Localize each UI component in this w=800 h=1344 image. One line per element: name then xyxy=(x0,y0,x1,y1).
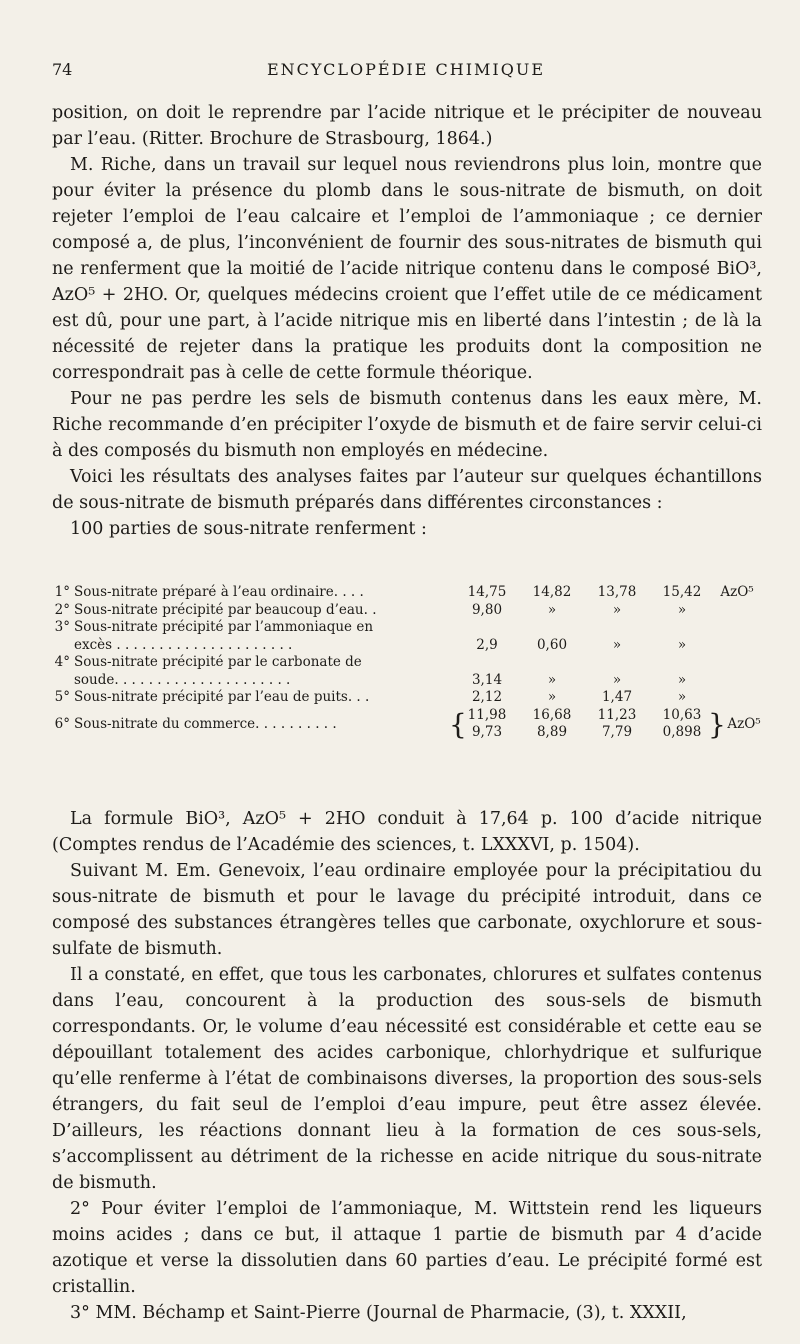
paragraph: Suivant M. Em. Genevoix, l’eau ordinaire employée pour la précipitatiou du sous-nitrate de bismuth et pour le lavage du précipité introduit, dans ce composé des substances étrangères telles que carbonate, oxychlorure et sous-sulfate de bismuth. xyxy=(52,861,762,959)
table-cell: 15,42 xyxy=(662,584,702,600)
row-label: Sous-nitrate du commerce. . . . . . . . . . xyxy=(74,715,337,732)
table-cell: 1,47 xyxy=(601,689,633,705)
table-cell: » xyxy=(677,671,687,688)
table-cell: 13,78 xyxy=(597,584,637,600)
paragraph: Voici les résultats des analyses faites par l’auteur sur quelques échantillons de sous-nitrate de bismuth préparés dans différentes circonstances : xyxy=(52,467,762,513)
paragraph: M. Riche, dans un travail sur lequel nous reviendrons plus loin, montre que pour éviter la présence du plomb dans le sous-nitrate de bismuth, on doit rejeter l’emploi de l’eau calcaire et l’emploi de l’ammoniaque ; ce dernier composé a, de plus, l’inconvénient de fournir des sous-nitrates de bismuth qui ne renferment que la moitié de l’acide nitrique contenu dans le composé BiO³, AzO⁵ + 2HO. Or, quelques médecins croient que l’effet utile de ce médicament est dû, pour une part, à l’acide nitrique mis en liberté dans l’intestin ; de là la nécessité de rejeter dans la pratique les produits dont la composition ne correspondrait pas à celle de cette formule théorique. xyxy=(52,155,762,383)
row-number: 6° xyxy=(54,715,70,732)
row-label: Sous-nitrate précipité par l’ammoniaque en xyxy=(74,619,374,635)
text-block-bottom xyxy=(52,806,762,1326)
table-cell: » xyxy=(547,689,557,705)
page-number: 74 xyxy=(52,60,73,79)
row-number: 4° xyxy=(54,654,70,670)
table-row xyxy=(52,707,762,742)
paragraph: La formule BiO³, AzO⁵ + 2HO conduit à 17,64 p. 100 d’acide nitrique (Comptes rendus de l’Académie des sciences, t. LXXXVI, p. 1504). xyxy=(52,809,762,855)
row-label-continued: excès . . . . . . . . . . . . . . . . . . . . . xyxy=(74,636,293,653)
table-cell: 16,68 xyxy=(532,706,572,723)
table-cell: » xyxy=(677,636,687,653)
table-cell: 10,63 xyxy=(662,706,702,723)
paragraph: Pour ne pas perdre les sels de bismuth contenus dans les eaux mère, M. Riche recommande d’en précipiter l’oxyde de bismuth et de faire servir celui-ci à des composés du bismuth non employés en médecine. xyxy=(52,389,762,461)
row-label: Sous-nitrate précipité par l’eau de puits. . . xyxy=(74,689,370,705)
table-row xyxy=(52,689,762,707)
row-number: 3° xyxy=(54,619,70,635)
paragraph: Il a constaté, en effet, que tous les carbonates, chlorures et sulfates contenus dans l’eau, concourent à la production des sous-sels de bismuth correspondants. Or, le volume d’eau nécessité est considérable et cette eau se dépouillant totalement des acides carbonique, chlorhydrique et sulfurique qu’elle renferme à l’état de combinaisons diverses, la proportion des sous-sels étrangers, du fait seul de l’emploi d’eau impure, peut être assez élevée. D’ailleurs, les réactions donnant lieu à la formation de ces sous-sels, s’accomplissent au détriment de la richesse en acide nitrique du sous-nitrate de bismuth. xyxy=(52,965,762,1193)
table-cell: 0,60 xyxy=(536,636,568,653)
table-row-label-line xyxy=(52,619,762,637)
table-cell: » xyxy=(547,671,557,688)
row-label: Sous-nitrate préparé à l’eau ordinaire. . . . xyxy=(74,584,364,600)
paragraph: 2° Pour éviter l’emploi de l’ammoniaque, M. Wittstein rend les liqueurs moins acides ; dans ce but, il attaque 1 partie de bismuth par 4 d’acide azotique et verse la dissolutien dans 60 parties d’eau. Le précipité formé est cristallin. xyxy=(52,1199,762,1297)
right-brace: } xyxy=(708,707,726,741)
paragraph: position, on doit le reprendre par l’acide nitrique et le précipiter de nouveau par l’eau. (Ritter. Brochure de Strasbourg, 1864.) xyxy=(52,103,762,149)
paragraph: 3° MM. Béchamp et Saint-Pierre (Journal de Pharmacie, (3), t. XXXII, xyxy=(70,1303,687,1323)
table-cell: 11,23 xyxy=(597,706,637,723)
table-row xyxy=(52,584,762,602)
table-cell: » xyxy=(612,601,622,618)
table-cell: 2,12 xyxy=(471,689,503,705)
page-header xyxy=(52,60,760,84)
table-cell: 11,98 xyxy=(467,706,507,723)
table-cell: 7,79 xyxy=(601,724,633,740)
table-row xyxy=(52,602,762,620)
table-cell: » xyxy=(677,601,687,618)
text-block-top xyxy=(52,100,762,542)
analysis-table xyxy=(52,584,762,742)
table-cell: 14,75 xyxy=(467,584,507,600)
row-label: Sous-nitrate précipité par beaucoup d’eau. . xyxy=(74,601,377,618)
table-cell: 3,14 xyxy=(471,671,503,688)
row-number: 2° xyxy=(54,601,70,618)
table-cell: 14,82 xyxy=(532,584,572,600)
row-number: 5° xyxy=(54,689,70,705)
row-number: 1° xyxy=(54,584,70,600)
left-brace: { xyxy=(449,707,467,741)
paragraph: 100 parties de sous-nitrate renferment : xyxy=(70,519,427,539)
table-cell: 9,80 xyxy=(471,601,503,618)
table-row xyxy=(52,637,762,655)
table-cell: » xyxy=(612,671,622,688)
table-cell: » xyxy=(547,601,557,618)
table-cell: » xyxy=(612,636,622,653)
table-cell: » xyxy=(677,689,687,705)
running-title: ENCYCLOPÉDIE CHIMIQUE xyxy=(266,60,546,79)
table-cell: 0,898 xyxy=(662,724,702,740)
table-cell: 8,89 xyxy=(536,724,568,740)
row-label: Sous-nitrate précipité par le carbonate de xyxy=(74,654,362,670)
unit-label: AzO⁵ xyxy=(720,584,754,600)
row-label-continued: soude. . . . . . . . . . . . . . . . . . . . . xyxy=(74,671,291,688)
table-cell: 9,73 xyxy=(471,724,503,740)
unit-label: AzO⁵ xyxy=(727,715,761,732)
table-row-label-line xyxy=(52,654,762,672)
table-row xyxy=(52,672,762,690)
table-cell: 2,9 xyxy=(476,636,498,653)
